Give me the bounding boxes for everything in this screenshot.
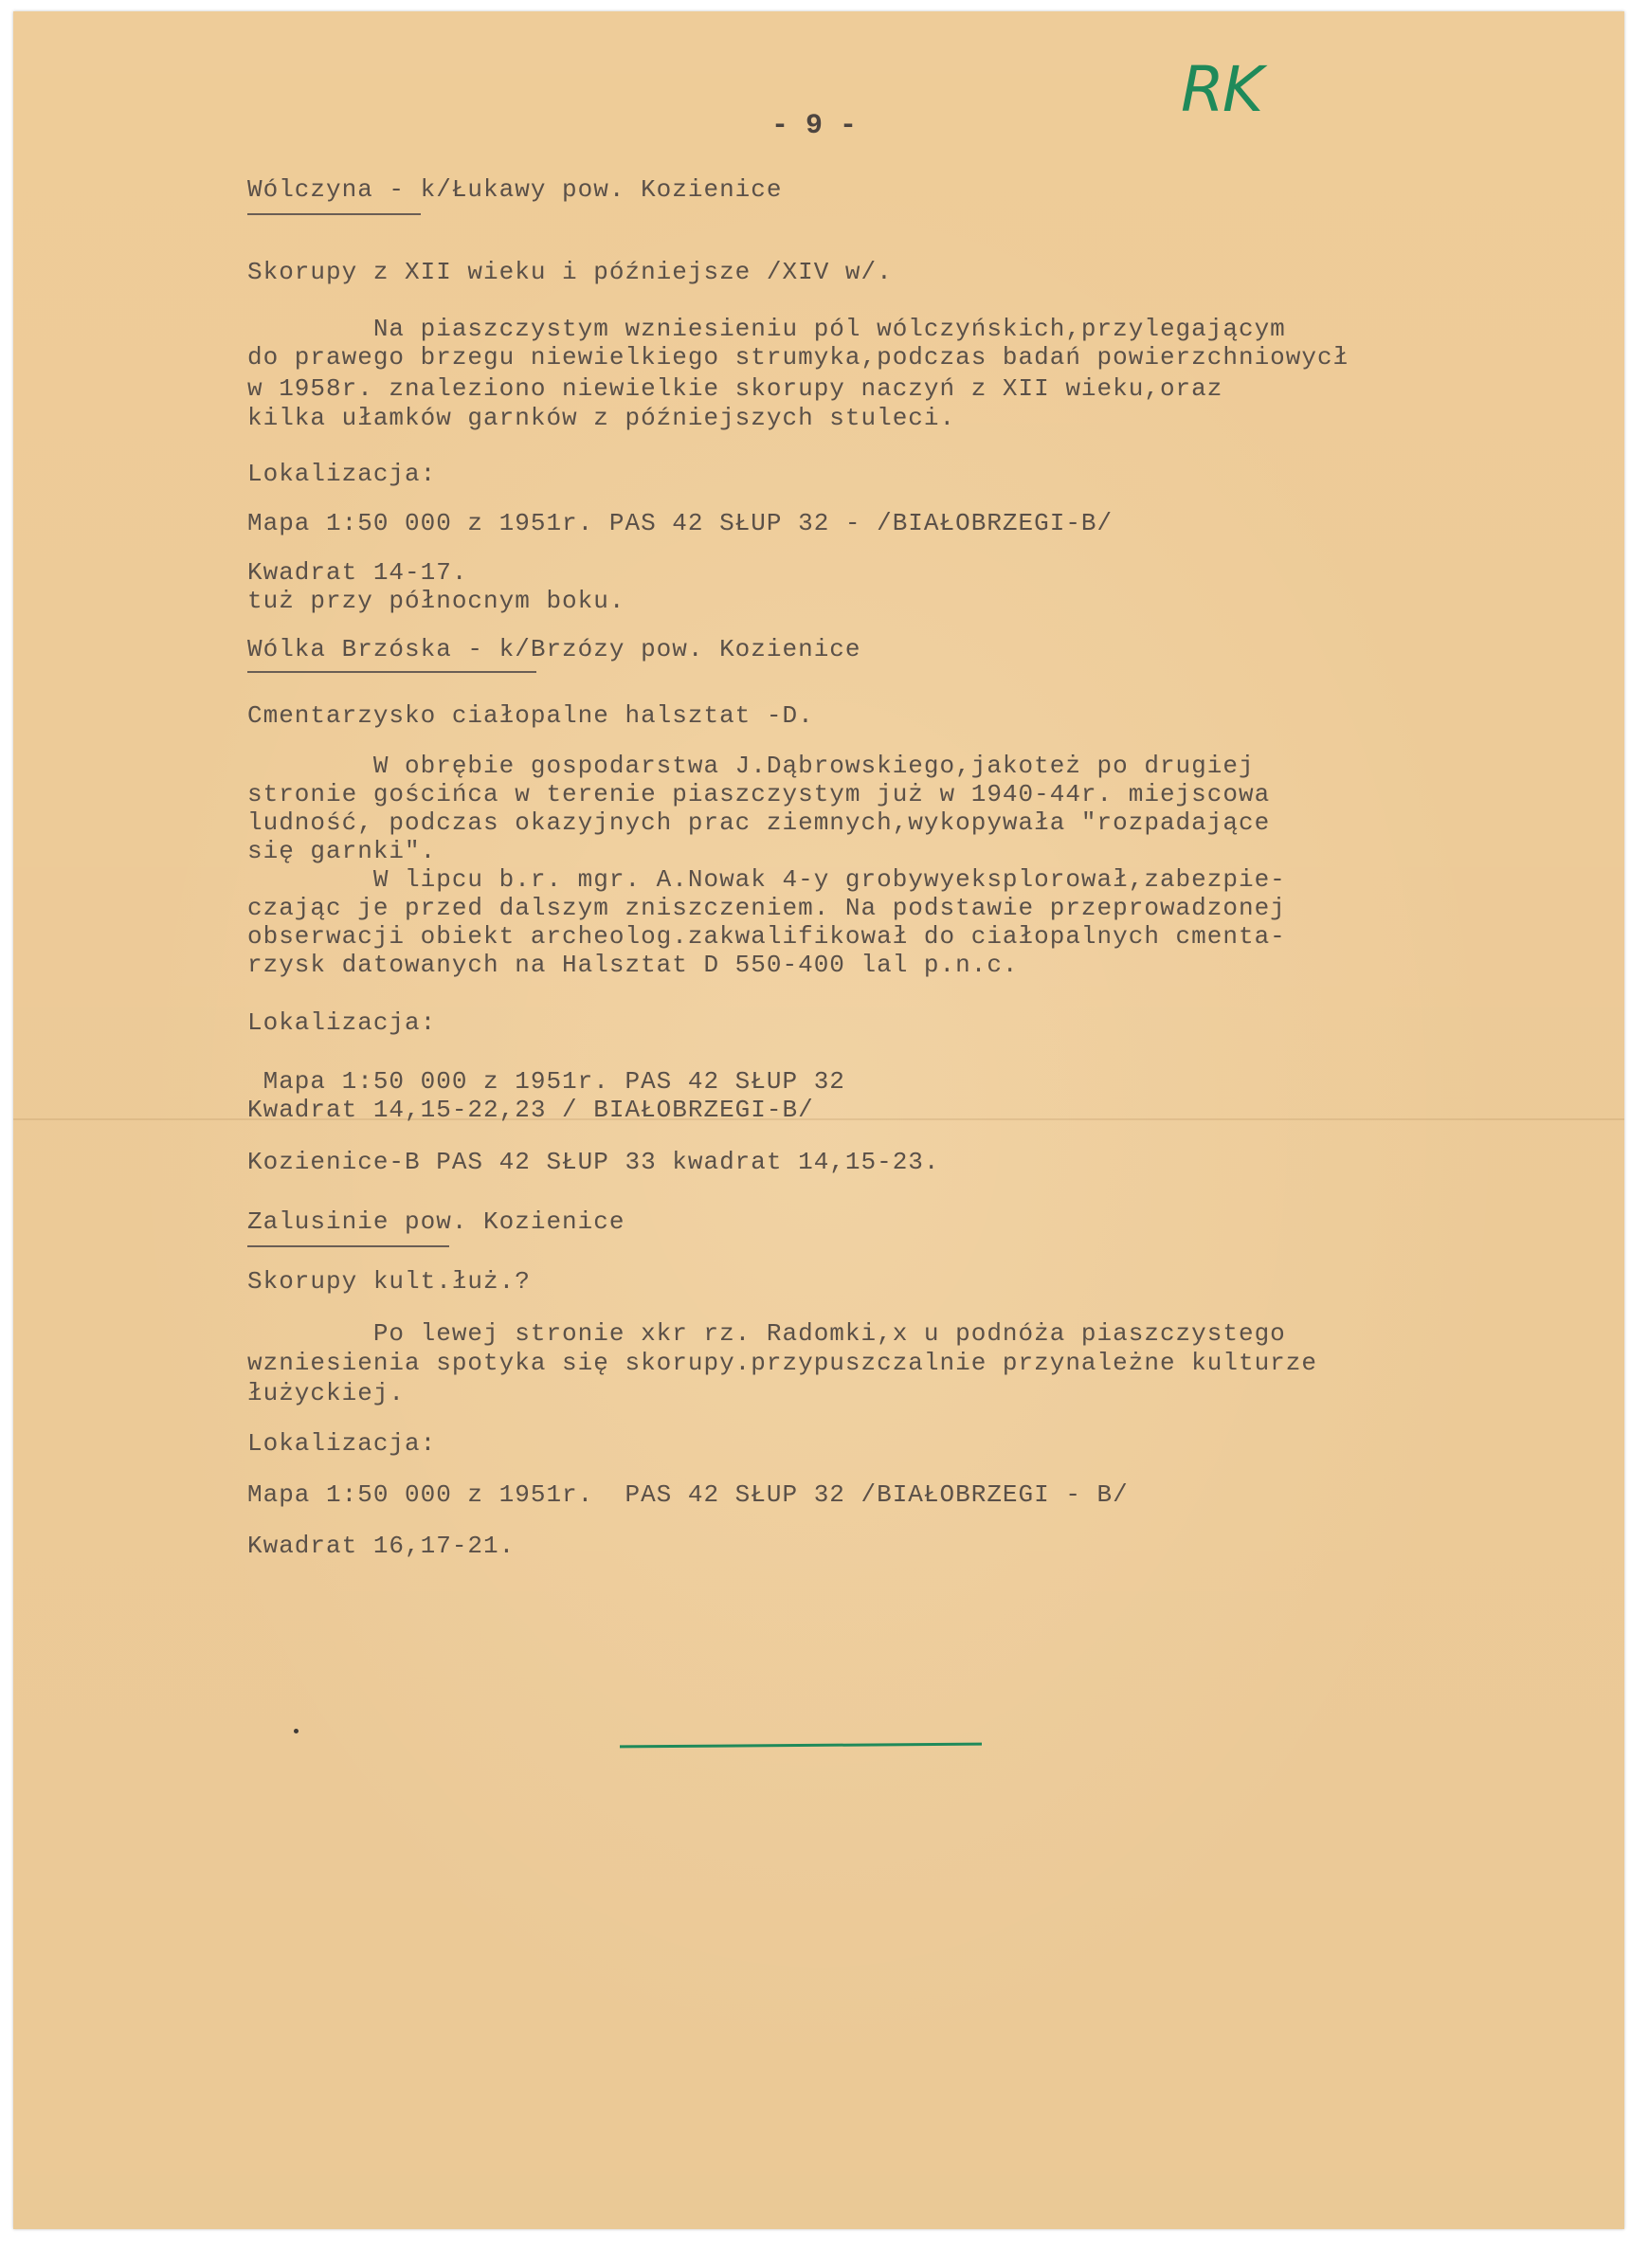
heading-wolka-brzoska: Wólka Brzóska - k/Brzózy pow. Kozienice [247, 635, 861, 663]
paragraph-line: wzniesienia spotyka się skorupy.przypuszczalnie przynależne kulturze [247, 1349, 1317, 1377]
heading-underline [247, 1245, 449, 1247]
map-reference-kozienice: Kozienice-B PAS 42 SŁUP 33 kwadrat 14,15-23. [247, 1148, 940, 1176]
paragraph-line: się garnki". [247, 837, 437, 865]
page-number: - 9 - [771, 110, 858, 142]
paragraph-line: Na piaszczystym wzniesieniu pól wólczyńskich,przylegającym [247, 315, 1286, 343]
paragraph-line: W obrębie gospodarstwa J.Dąbrowskiego,jakoteż po drugiej [247, 752, 1255, 780]
paragraph-line: w 1958r. znaleziono niewielkie skorupy naczyń z XII wieku,oraz [247, 374, 1223, 403]
map-reference: Mapa 1:50 000 z 1951r. PAS 42 SŁUP 32 [247, 1067, 845, 1096]
paragraph-line: obserwacji obiekt archeolog.zakwalifikował do ciałopalnych cmenta- [247, 922, 1286, 951]
paragraph-line: kilka ułamków garnków z późniejszych stuleci. [247, 404, 956, 432]
square-reference: Kwadrat 16,17-21. [247, 1532, 516, 1560]
ink-speck [294, 1729, 299, 1733]
paragraph-line: W lipcu b.r. mgr. A.Nowak 4-y grobywyeksplorował,zabezpie- [247, 865, 1286, 894]
square-reference: Kwadrat 14,15-22,23 / BIAŁOBRZEGI-B/ [247, 1096, 814, 1124]
green-pen-stroke [620, 1743, 982, 1749]
heading-underline [247, 213, 421, 215]
square-reference: Kwadrat 14-17. [247, 558, 468, 587]
document-page [13, 11, 1624, 2229]
location-note: tuż przy północnym boku. [247, 587, 625, 615]
heading-underline [247, 671, 536, 673]
heading-zalusinie: Zalusinie pow. Kozienice [247, 1207, 625, 1236]
heading-wolczyna: Wólczyna - k/Łukawy pow. Kozienice [247, 175, 783, 204]
label-lokalizacja: Lokalizacja: [247, 1008, 437, 1037]
map-reference: Mapa 1:50 000 z 1951r. PAS 42 SŁUP 32 - /BIAŁOBRZEGI-B/ [247, 509, 1114, 537]
paragraph-line: łużyckiej. [247, 1379, 406, 1407]
handwritten-initials: RK [1181, 53, 1262, 126]
subheading-cmentarzysko: Cmentarzysko ciałopalne halsztat -D. [247, 701, 814, 730]
paragraph-line: czając je przed dalszym zniszczeniem. Na podstawie przeprowadzonej [247, 894, 1286, 922]
paragraph-line: ludność, podczas okazyjnych prac ziemnych,wykopywała "rozpadające [247, 808, 1271, 837]
label-lokalizacja: Lokalizacja: [247, 1429, 437, 1458]
paragraph-line: stronie gościńca w terenie piaszczystym już w 1940-44r. miejscowa [247, 780, 1271, 808]
subheading-skorupy-kult: Skorupy kult.łuż.? [247, 1267, 531, 1296]
subheading-skorupy-xii: Skorupy z XII wieku i późniejsze /XIV w/. [247, 258, 893, 286]
map-reference: Mapa 1:50 000 z 1951r. PAS 42 SŁUP 32 /BIAŁOBRZEGI - B/ [247, 1480, 1129, 1509]
paragraph-line: do prawego brzegu niewielkiego strumyka,podczas badań powierzchniowycł [247, 343, 1349, 372]
paragraph-line: rzysk datowanych na Halsztat D 550-400 lal p.n.c. [247, 951, 1019, 979]
label-lokalizacja: Lokalizacja: [247, 460, 437, 488]
paragraph-line: Po lewej stronie xkr rz. Radomki,x u podnóża piaszczystego [247, 1319, 1286, 1348]
